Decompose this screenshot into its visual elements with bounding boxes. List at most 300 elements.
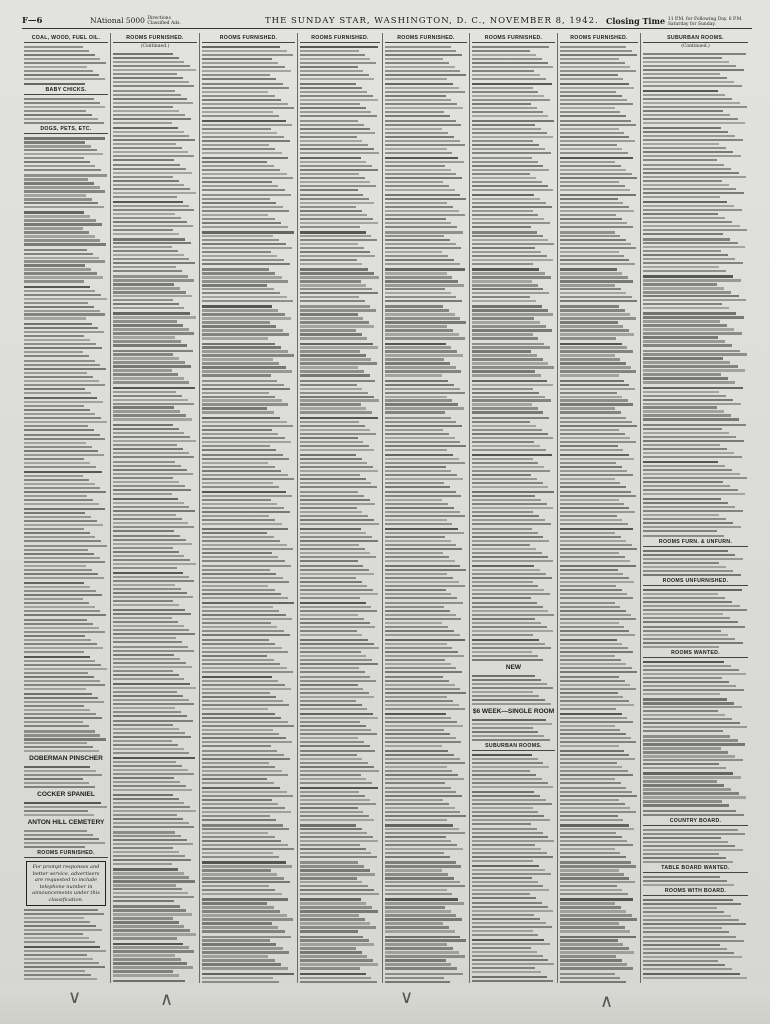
text-line: [385, 309, 449, 311]
text-line: [24, 392, 91, 394]
text-line: [300, 388, 362, 390]
text-line: [202, 103, 288, 105]
text-line: [643, 209, 742, 211]
text-line: [113, 748, 184, 750]
text-line: [472, 66, 553, 68]
text-line: [385, 729, 444, 731]
text-line: [560, 292, 626, 294]
text-line: [24, 495, 87, 497]
text-line: [385, 374, 442, 376]
text-line: [300, 528, 361, 530]
text-line: [202, 388, 290, 390]
text-line: [385, 144, 465, 146]
text-line: [643, 562, 719, 564]
text-line: [560, 495, 636, 497]
text-line: [113, 646, 188, 648]
text-line: [643, 131, 728, 133]
text-line: [202, 947, 283, 949]
text-line: [385, 889, 447, 891]
section-heading: SUBURBAN ROOMS.: [643, 35, 748, 43]
text-line: [113, 217, 181, 219]
text-line: [643, 316, 744, 318]
text-line: [560, 251, 619, 253]
text-line: [113, 118, 191, 120]
text-line: [24, 532, 90, 534]
text-line: [560, 152, 628, 154]
text-line: [472, 421, 530, 423]
text-line: [472, 251, 541, 253]
text-line: [385, 865, 461, 867]
text-line: [472, 565, 534, 567]
text-line: [202, 973, 294, 975]
text-line: [300, 325, 374, 327]
text-line: [472, 626, 547, 628]
text-line: [113, 155, 194, 157]
notice-box: For prompt responses and better service, advertisers are requested to include telephone number in announcements under this classification.: [26, 861, 106, 906]
text-line: [24, 368, 106, 370]
text-line: [24, 958, 93, 960]
text-line: [385, 766, 447, 768]
text-line: [560, 832, 616, 834]
text-line: [113, 246, 172, 248]
text-line: [385, 692, 466, 694]
text-line: [385, 626, 448, 628]
text-line: [560, 58, 619, 60]
column-6: [472, 33, 555, 983]
text-line: [300, 507, 357, 509]
text-line: [202, 626, 277, 628]
text-line: [24, 573, 98, 575]
text-line: [643, 106, 747, 108]
text-line: [472, 881, 538, 883]
text-line: [472, 691, 533, 693]
text-line: [24, 355, 89, 357]
text-line: [560, 614, 631, 616]
text-line: [472, 157, 532, 159]
text-line: [472, 577, 552, 579]
text-line: [113, 481, 179, 483]
text-line: [643, 266, 719, 268]
text-line: [113, 580, 194, 582]
text-line: [202, 869, 271, 871]
text-line: [202, 852, 273, 854]
text-line: [472, 91, 538, 93]
text-line: [472, 120, 554, 122]
text-line: [202, 173, 287, 175]
text-line: [560, 733, 626, 735]
text-line: [385, 268, 465, 270]
text-line: [202, 87, 289, 89]
text-line: [24, 384, 105, 386]
text-line: [113, 270, 182, 272]
text-line: [113, 769, 188, 771]
text-line: [643, 693, 720, 695]
text-line: [385, 198, 466, 200]
text-line: [300, 296, 359, 298]
text-line: [643, 689, 744, 691]
text-line: [385, 181, 443, 183]
text-line: [560, 544, 632, 546]
text-line: [560, 877, 629, 879]
text-line: [300, 655, 366, 657]
text-line: [300, 445, 369, 447]
text-line: [202, 337, 268, 339]
text-line: [472, 305, 542, 307]
text-line: [300, 370, 364, 372]
text-line: [24, 725, 89, 727]
text-line: [113, 584, 175, 586]
text-line: [560, 981, 626, 983]
text-line: [202, 819, 276, 821]
text-line: [202, 898, 288, 900]
text-line: [643, 899, 733, 901]
text-line: [24, 380, 99, 382]
text-line: [300, 87, 362, 89]
text-line: [300, 540, 378, 542]
text-line: [472, 198, 540, 200]
text-line: [113, 229, 173, 231]
page-title: THE SUNDAY STAR, WASHINGTON, D. C., NOVEMBER 8, 1942.: [265, 16, 599, 26]
text-line: [202, 585, 268, 587]
text-line: [385, 177, 462, 179]
text-line: [113, 69, 196, 71]
text-line: [385, 288, 445, 290]
text-line: [385, 259, 454, 261]
text-line: [300, 99, 378, 101]
text-line: [472, 350, 531, 352]
text-line: [560, 713, 622, 715]
text-line: [300, 973, 366, 975]
text-line: [385, 482, 444, 484]
text-line: [472, 873, 551, 875]
text-line: [202, 692, 270, 694]
text-line: [643, 395, 726, 397]
text-line: [560, 206, 629, 208]
text-line: [643, 77, 727, 79]
text-line: [24, 290, 95, 292]
text-line: [113, 254, 184, 256]
section-heading: COUNTRY BOARD.: [643, 818, 748, 826]
text-line: [113, 436, 190, 438]
section-heading: COAL, WOOD, FUEL OIL.: [24, 35, 108, 43]
text-line: [472, 832, 543, 834]
text-line: [300, 403, 361, 405]
text-line: [300, 346, 378, 348]
pencil-mark-icon: ∧: [160, 989, 174, 1010]
text-line: [300, 202, 374, 204]
text-line: [24, 331, 104, 333]
text-line: [385, 449, 447, 451]
text-line: [300, 865, 364, 867]
text-line: [24, 446, 92, 448]
text-line: [472, 610, 548, 612]
text-line: [113, 85, 194, 87]
text-line: [385, 606, 444, 608]
text-line: [24, 401, 103, 403]
text-line: [385, 346, 451, 348]
text-line: [560, 144, 617, 146]
text-line: [113, 674, 179, 676]
text-line: [202, 251, 271, 253]
text-line: [643, 788, 731, 790]
text-line: [643, 518, 726, 520]
text-line: [385, 173, 456, 175]
text-line: [472, 573, 546, 575]
text-line: [113, 340, 181, 342]
text-line: [113, 469, 187, 471]
text-line: [643, 714, 725, 716]
text-line: [202, 981, 279, 983]
text-line: [300, 754, 357, 756]
pencil-mark-icon: ∧: [600, 991, 614, 1012]
text-line: [300, 478, 366, 480]
text-line: [560, 770, 628, 772]
text-line: [24, 561, 105, 563]
text-line: [202, 688, 291, 690]
text-line: [300, 967, 360, 969]
text-line: [385, 713, 446, 715]
text-line: [643, 332, 742, 334]
text-line: [300, 433, 376, 435]
text-line: [560, 556, 625, 558]
text-line: [24, 376, 93, 378]
text-line: [385, 926, 449, 928]
text-line: [643, 735, 730, 737]
text-line: [24, 512, 85, 514]
text-line: [385, 218, 446, 220]
text-line: [24, 479, 89, 481]
illegible-ad-text: [472, 719, 555, 741]
text-line: [643, 229, 747, 231]
text-line: [385, 844, 457, 846]
text-line: [472, 523, 551, 525]
text-line: [300, 981, 377, 983]
text-line: [202, 486, 279, 488]
text-line: [24, 483, 95, 485]
text-line: [472, 622, 541, 624]
text-line: [300, 787, 378, 789]
text-line: [113, 892, 188, 894]
text-line: [113, 221, 187, 223]
text-line: [643, 759, 743, 761]
text-line: [385, 602, 463, 604]
text-line: [560, 50, 632, 52]
text-line: [385, 881, 460, 883]
text-line: [560, 717, 627, 719]
text-line: [113, 888, 182, 890]
text-line: [202, 766, 275, 768]
text-line: [300, 548, 365, 550]
text-line: [300, 881, 362, 883]
text-line: [300, 429, 370, 431]
text-line: [300, 898, 361, 900]
text-line: [560, 425, 637, 427]
text-line: [472, 495, 535, 497]
text-line: [643, 593, 718, 595]
text-line: [113, 909, 186, 911]
text-line: [385, 503, 448, 505]
text-line: [560, 388, 635, 390]
text-line: [643, 444, 720, 446]
text-line: [472, 70, 534, 72]
text-line: [385, 136, 454, 138]
text-line: [113, 559, 190, 561]
text-line: [113, 765, 182, 767]
text-line: [643, 589, 742, 591]
text-line: [472, 115, 548, 117]
text-line: [113, 275, 188, 277]
text-line: [24, 913, 104, 915]
text-line: [385, 787, 451, 789]
text-line: [300, 869, 370, 871]
text-line: [113, 307, 184, 309]
text-line: [385, 622, 442, 624]
text-line: [24, 50, 89, 52]
text-line: [560, 280, 633, 282]
text-line: [113, 711, 181, 713]
text-line: [300, 733, 377, 735]
text-line: [24, 717, 102, 719]
column-rule: [297, 33, 298, 983]
text-line: [560, 618, 636, 620]
text-line: [24, 545, 107, 547]
text-line: [385, 239, 450, 241]
text-line: [202, 639, 269, 641]
text-line: [300, 499, 370, 501]
illegible-ad-text: [24, 46, 108, 85]
text-line: [113, 900, 174, 902]
text-line: [24, 770, 96, 772]
text-line: [202, 741, 292, 743]
text-line: [472, 647, 551, 649]
text-line: [113, 691, 177, 693]
text-line: [560, 696, 623, 698]
text-line: [385, 50, 456, 52]
text-line: [113, 418, 192, 420]
text-line: [643, 792, 739, 794]
text-line: [300, 362, 377, 364]
text-line: [300, 565, 363, 567]
text-line: [113, 752, 189, 754]
text-line: [472, 433, 548, 435]
text-line: [643, 646, 719, 648]
text-line: [472, 99, 550, 101]
text-line: [113, 863, 172, 865]
text-line: [24, 774, 102, 776]
text-line: [643, 81, 734, 83]
text-line: [113, 350, 193, 352]
text-line: [643, 369, 745, 371]
text-line: [560, 474, 633, 476]
text-line: [113, 205, 189, 207]
text-line: [472, 46, 549, 48]
text-line: [560, 107, 615, 109]
text-line: [560, 548, 637, 550]
text-line: [560, 462, 616, 464]
text-line: [472, 651, 532, 653]
text-line: [560, 639, 617, 641]
text-line: [560, 803, 625, 805]
text-line: [113, 477, 173, 479]
text-line: [472, 337, 538, 339]
text-line: [113, 452, 189, 454]
text-line: [643, 180, 722, 182]
text-line: [113, 395, 182, 397]
text-line: [24, 253, 93, 255]
text-line: [202, 177, 293, 179]
text-line: [113, 707, 175, 709]
text-line: [643, 776, 741, 778]
text-line: [202, 959, 275, 961]
text-line: [24, 697, 98, 699]
text-line: [560, 630, 629, 632]
text-line: [113, 876, 189, 878]
text-line: [643, 254, 728, 256]
text-line: [300, 815, 369, 817]
text-line: [113, 176, 173, 178]
text-line: [385, 688, 460, 690]
text-line: [560, 421, 632, 423]
text-line: [385, 499, 442, 501]
text-line: [24, 602, 89, 604]
text-line: [113, 444, 177, 446]
text-line: [385, 885, 465, 887]
text-line: [385, 795, 462, 797]
text-line: [472, 300, 536, 302]
text-line: [472, 943, 550, 945]
text-line: [24, 664, 101, 666]
text-line: [113, 188, 190, 190]
text-line: [643, 493, 745, 495]
illegible-ad-text: [643, 53, 748, 537]
text-line: [560, 902, 615, 904]
text-line: [643, 403, 741, 405]
text-line: [202, 255, 277, 257]
text-line: [472, 659, 543, 661]
text-line: [24, 668, 107, 670]
text-line: [385, 437, 455, 439]
text-line: [472, 173, 530, 175]
text-line: [643, 357, 723, 359]
text-line: [643, 159, 717, 161]
text-line: [472, 272, 545, 274]
text-line: [300, 239, 377, 241]
text-line: [113, 98, 187, 100]
text-line: [472, 902, 542, 904]
text-line: [643, 743, 745, 745]
text-line: [202, 313, 285, 315]
text-line: [202, 259, 284, 261]
text-line: [643, 911, 724, 913]
text-line: [300, 272, 374, 274]
text-line: [472, 618, 535, 620]
text-line: [202, 111, 273, 113]
text-line: [643, 665, 731, 667]
text-line: [472, 803, 552, 805]
text-line: [24, 688, 86, 690]
text-line: [560, 963, 627, 965]
text-line: [113, 637, 176, 639]
text-line: [472, 206, 552, 208]
text-line: [113, 613, 191, 615]
text-line: [385, 222, 451, 224]
text-line: [643, 861, 733, 863]
text-line: [385, 445, 466, 447]
text-line: [472, 980, 553, 982]
text-line: [472, 959, 548, 961]
text-line: [113, 131, 184, 133]
text-line: [560, 799, 619, 801]
